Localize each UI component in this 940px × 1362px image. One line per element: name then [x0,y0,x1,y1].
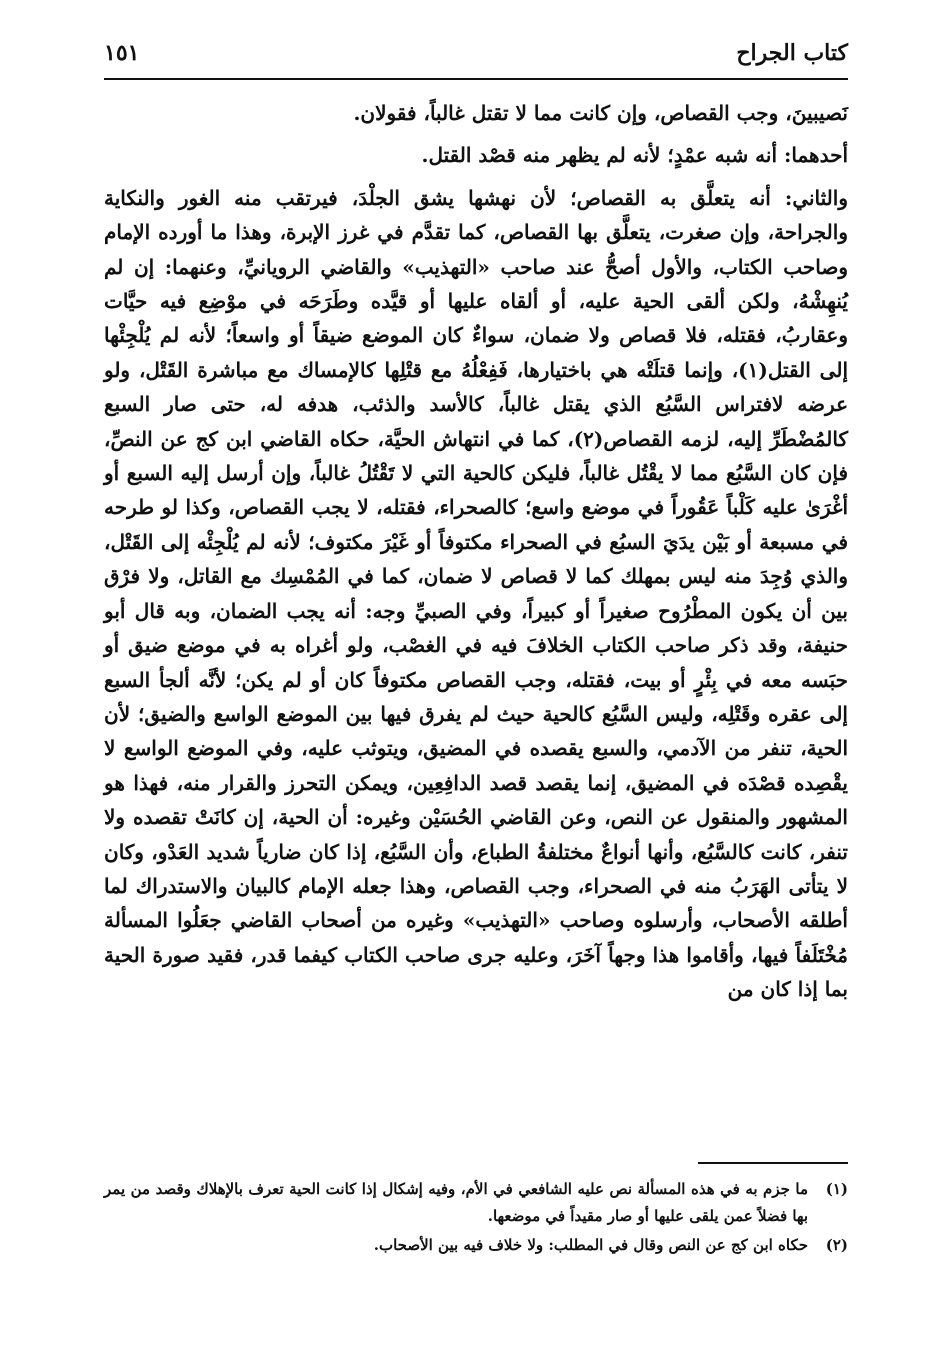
running-header [104,30,848,74]
paragraph-first-opinion [104,138,848,172]
footnote-number: (١) [825,1180,848,1198]
page-number: ١٥١ [104,40,140,66]
footnote-number: (٢) [825,1236,848,1254]
paragraph-lead: نَصيبينَ، وجب القصاص، وإن كانت مما لا تقتل غالباً، فقولان. [353,101,848,125]
footnote-text: حكاه ابن كج عن النص وقال في المطلب: ولا خلاف فيه بين الأصحاب. [373,1236,808,1254]
second-opinion-label: والثاني [792,185,848,210]
second-opinion-text: : أنه يتعلَّق به القصاص؛ لأن نهشها يشق الجلْدَ، فيرتقب منه الغور والنكاية والجراحة، وإن صغرت، يتعلَّق بها القصاص، كما تقدَّم في غرز الإبرة، وهذا ما أورده الإمام وصاحب الكتاب، والأول أصحُّ عند صاحب «التهذيب» والقاضي الرويانيِّ، وعنهما: إن لم يُنهِشْهُ، ولكن ألقى الحية عليه، أو ألقاه عليها أو قيَّده وطَرَحَه في موْضِع فيه حيَّات وعقاربُ، فقتله، فلا قصاص ولا ضمان، سواءٌ كان الموضع ضيقاً أو واسعاً؛ لأنه لم يُلْجِئْها إلى القتل(١)، وإنما قتلَتْه هي باختيارها، فَفِعْلُهُ مع قتْلِها كالإمساك مع مباشرة القَتْل، ولو عرضه لافتراس السَّبُع الذي يقتل غالباً، كالأسد والذئب، هدفه له، حتى صار السبع كالمُضْطَرِّ إليه، لزمه القصاص(٢)، كما في انتهاش الحيَّة، حكاه القاضي ابن كج عن النصِّ، فإن كان السَّبُع مما لا يقْتُل غالباً، فليكن كالحية التي لا تَقْتُلُ غالباً، وإن أرسل إليه السبع أو أغْرَىٰ عليه كَلْباً عَقُوراً في موضع واسع؛ كالصحراء، فقتله، لا يجب القصاص، وكذا لو طرحه في مسبعة أو بَيْن يدَيَ السبُع في الصحراء مكتوفاً أو غَيْرَ مكتوف؛ لأنه لم يُلْجِئْه إلى القَتْل، والذي وُجِدَ منه ليس بمهلك كما لا قصاص لا ضمان، كما في المُمْسِك مع القاتل، ولا فرْق بين أن يكون المطْرُوح صغيراً أو كبيراً، وفي الصبيِّ وجه: أنه يجب الضمان، وبه قال أبو حنيفة، وقد ذكر صاحب الكتاب الخلافَ فيه في الغصْب، ولو أغراه به في موضع ضيق أو حبَسه معه في بِئْرٍ أو بيت، فقتله، وجب القصاص مكتوفاً كان أو لم يكن؛ لأنَّه ألجأ السبع إلى عقره وقَتْلِه، وليس السَّبُع كالحية حيث لم يفرق فيها بين الموضع الواسع والضيق؛ لأن الحية، تنفر من الآدمي، والسبع يقصده في المضيق، ويتوثب عليه، وفي الموضع الواسع لا يقْصِده قصْدَه في المضيق، إنما يقصد قصد الدافِعِين، ويمكن التحرز والقرار منه، فهذا هو المشهور والمنقول عن النص، وعن القاضي الحُسَيْن وغيره: أن الحية، إن كانَتْ تقصده ولا تنفر، كانت كالسَّبُع، وأنها أنواعٌ مختلفةُ الطباع، وأن السَّبُع، إذا كان ضارياً شديد العَدْو، وكان لا يتأتى الهَرَبُ منه في الصحراء، وجب القصاص، وهذا جعله الإمام كالبيان والاستدراك لما أطلقه الأصحاب، وأرسلوه وصاحب «التهذيب» وغيره من أصحاب القاضي جعَلُوا المسألة مُخْتَلَفاً فيها، وأقاموا هذا وجهاً آخَرَ، وعليه جرى صاحب الكتاب كيفما قدر، فقيد صورة الحية بما إذا كان من [104,185,848,1002]
header-divider [104,78,848,80]
footnote-1 [104,1176,848,1230]
footnotes [104,1176,848,1261]
main-text [104,96,848,1007]
footnote-2 [104,1232,848,1259]
first-opinion-text: : أنه شبه عمْدٍ؛ لأنه لم يظهر منه قصْد القتل. [421,143,792,168]
footnote-divider [698,1162,848,1164]
paragraph-second-opinion [104,181,848,1007]
header-title: كتاب الجراح [736,40,848,66]
footnote-text: ما جزم به في هذه المسألة نص عليه الشافعي في الأم، وفيه إشكال إذا كانت الحية تعرف بالإهلاك وقصد من يمر بها فضلاً عمن يلقى عليها أو صار مقيداً في موضعها. [104,1180,808,1225]
first-opinion-label: أحدهما [791,143,848,168]
